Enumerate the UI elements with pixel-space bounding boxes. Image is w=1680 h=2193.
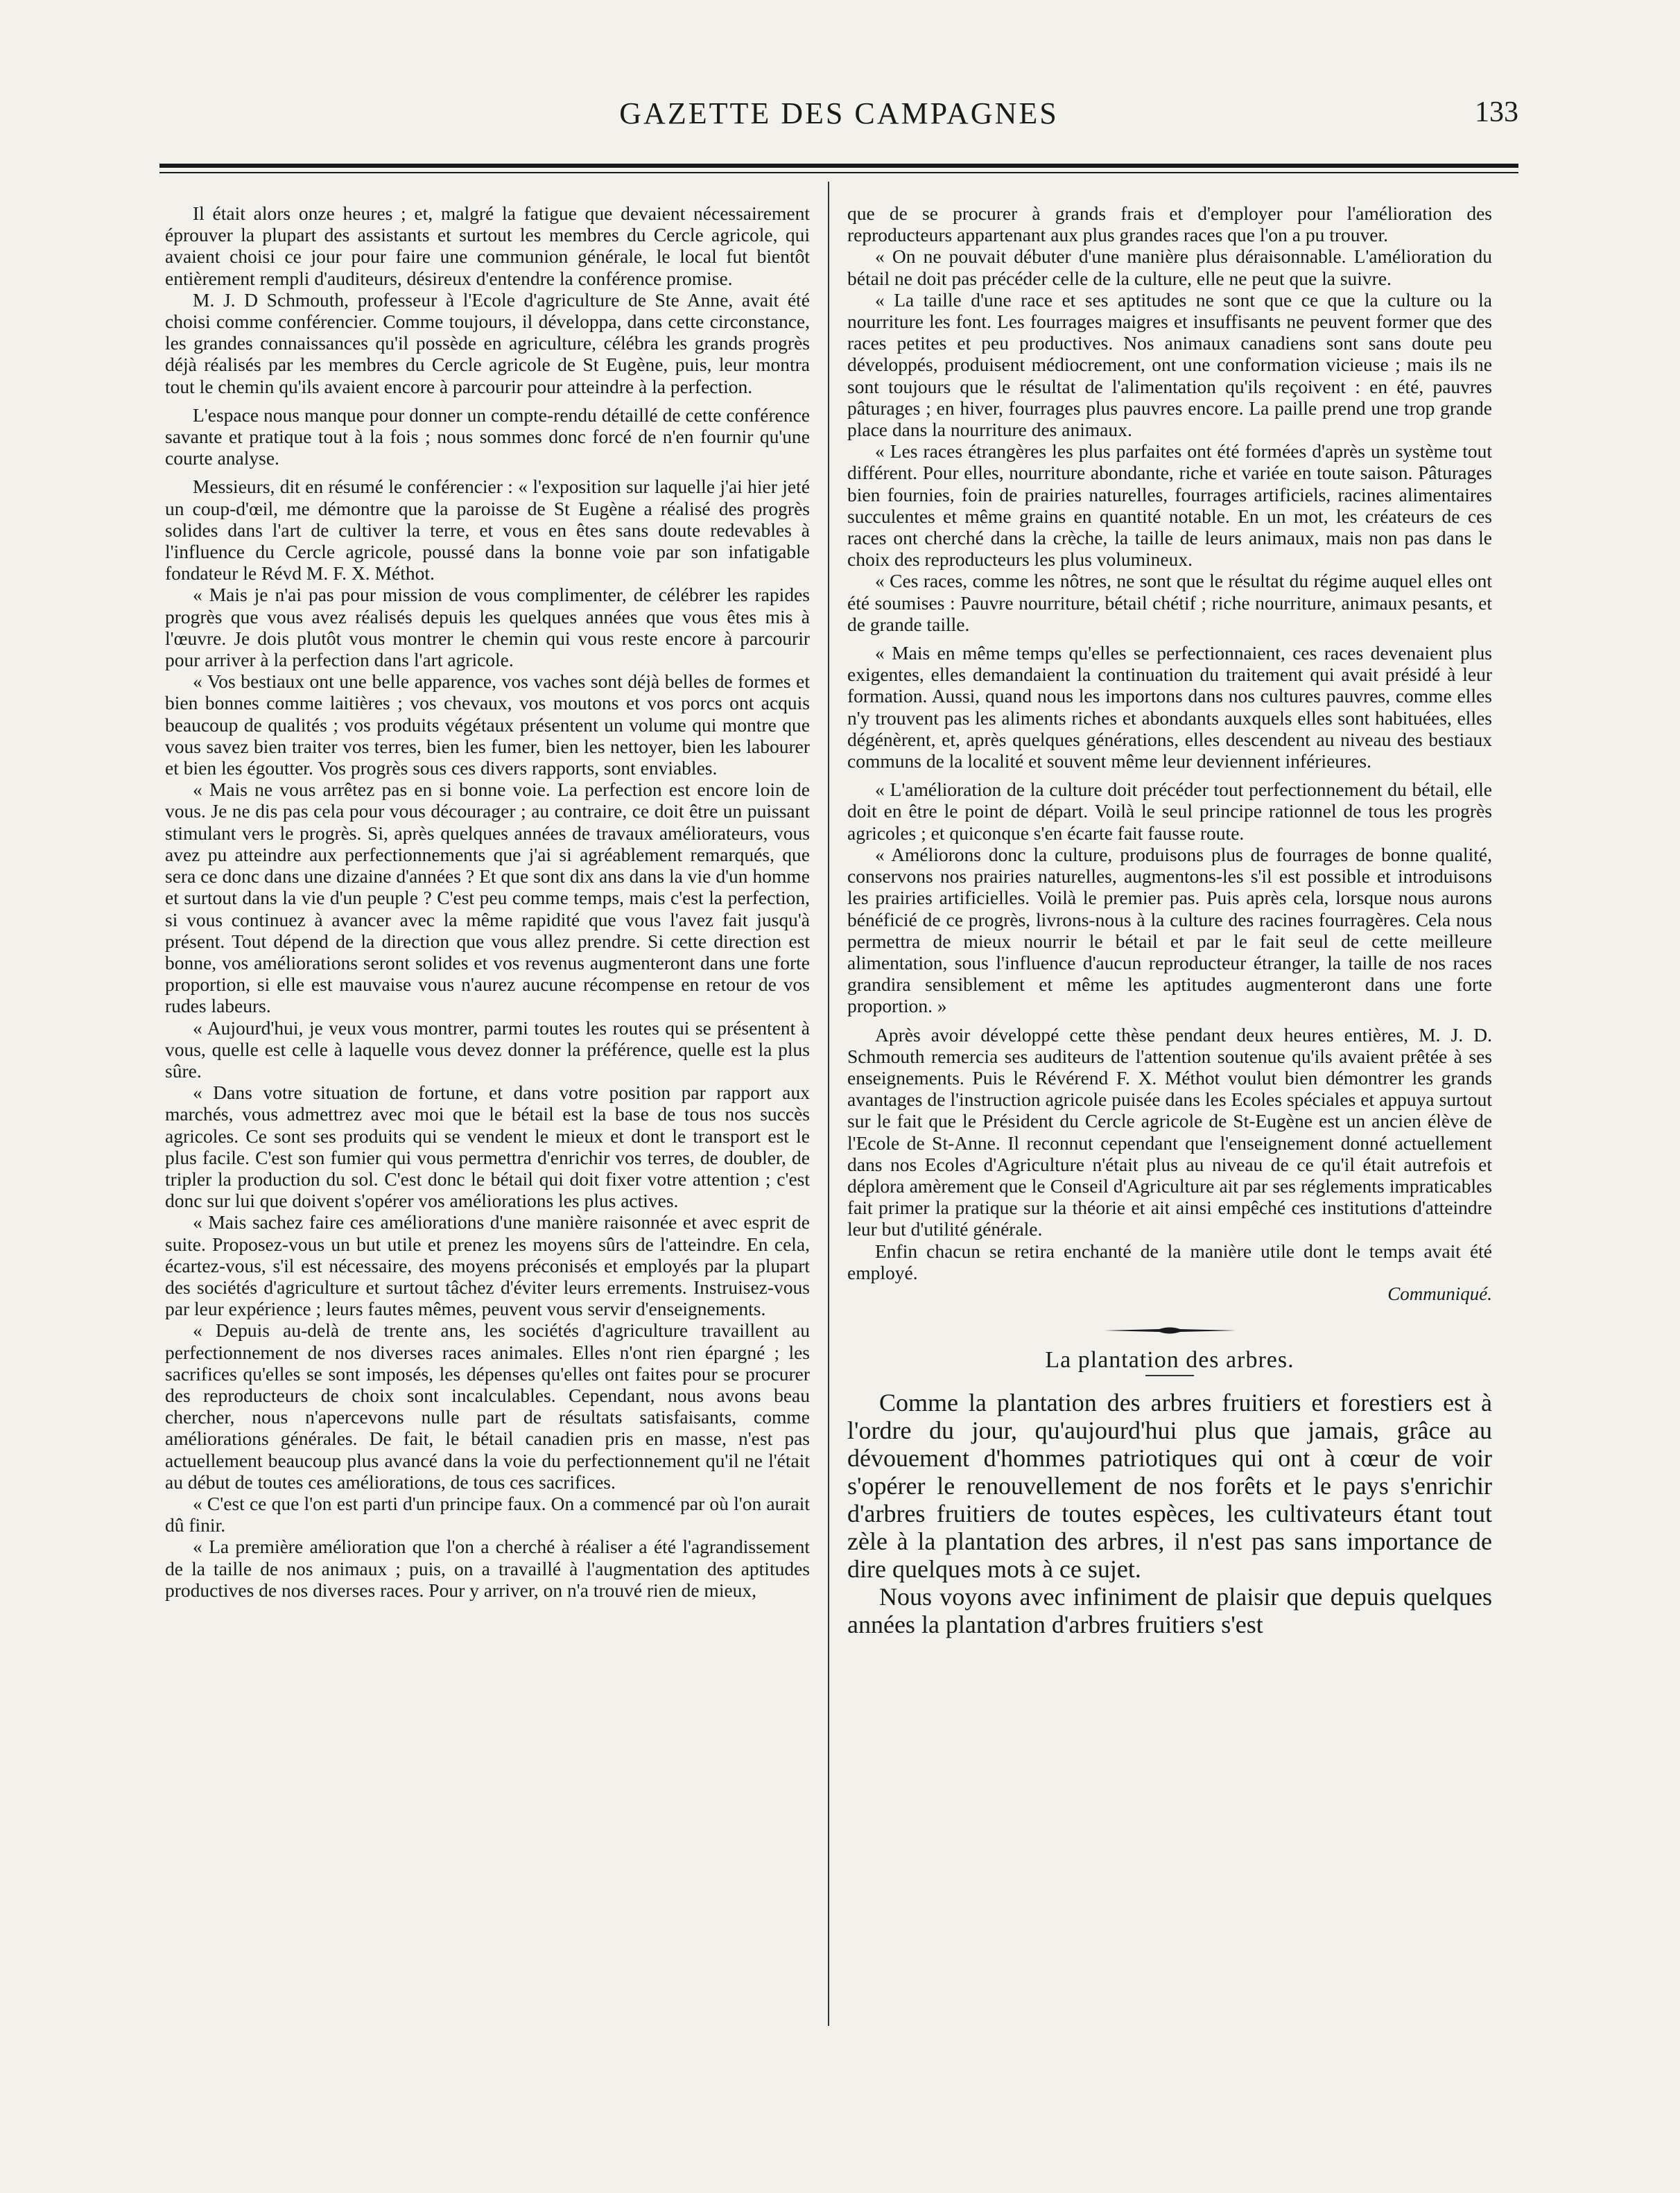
- page-number: 133: [1475, 96, 1518, 128]
- paragraph: « Améliorons donc la culture, produisons plus de fourrages de bonne qualité, conservons nos prairies naturelles, augmentons-les s'il est possible et introduisons les prairies artificielles. Voilà le premier pas. Puis après cela, lorsque nous aurons bénéficié de ce progrès, livrons-nous à la culture des racines fourragères. Cela nous permettra de mieux nourrir le bétail et par le fait seul de cette meilleure alimentation, sous l'influence d'aucun reproducteur étranger, la taille de nos races grandira sensiblement et même les aptitudes augmenteront dans une forte proportion. »: [847, 843, 1492, 1017]
- paragraph: L'espace nous manque pour donner un compte-rendu détaillé de cette conférence savante et pratique tout à la fois ; nous sommes donc forcé de n'en fournir qu'une courte analyse.: [165, 404, 810, 469]
- paragraph: « Aujourd'hui, je veux vous montrer, parmi toutes les routes qui se présentent à vous, quelle est celle à laquelle vous devez donner la préférence, quelle est la plus sûre.: [165, 1016, 810, 1082]
- section-body: [847, 1389, 1492, 1638]
- column-divider: [828, 182, 829, 2026]
- paragraph: Il était alors onze heures ; et, malgré la fatigue que devaient nécessairement éprouver la plupart des assistants et surtout les membres du Cercle agricole, qui avaient choisi ce jour pour faire une communion générale, le local fut bientôt entièrement rempli d'auditeurs, désireux d'entendre la conférence promise.: [165, 202, 810, 289]
- paragraph: « Dans votre situation de fortune, et dans votre position par rapport aux marchés, vous admettrez avec moi que le bétail est la base de tous nos succès agricoles. Ce sont ses produits qui se vendent le mieux et dont le transport est le plus facile. C'est son fumier qui vous permettra d'enrichir vos terres, de doubler, de tripler la production du sol. C'est donc le bétail qui doit fixer votre attention ; c'est donc sur lui que doivent s'opérer vos améliorations les plus actives.: [165, 1082, 810, 1212]
- paragraph: « On ne pouvait débuter d'une manière plus déraisonnable. L'amélioration du bétail ne doit pas précéder celle de la culture, elle ne peut que la suivre.: [847, 245, 1492, 289]
- newspaper-title: GAZETTE DES CAMPAGNES: [619, 96, 1059, 130]
- paragraph: « C'est ce que l'on est parti d'un principe faux. On a commencé par où l'on aurait dû finir.: [165, 1492, 810, 1536]
- paragraph: « Ces races, comme les nôtres, ne sont que le résultat du régime auquel elles ont été soumises : Pauvre nourriture, bétail chétif ; riche nourriture, animaux pesants, et de grande taille.: [847, 570, 1492, 635]
- paragraph: « Mais sachez faire ces améliorations d'une manière raisonnée et avec esprit de suite. Proposez-vous un but utile et prenez les moyens sûrs de l'atteindre. En cela, écartez-vous, s'il est nécessaire, des moyens préconisés et employés par la plupart des sociétés d'agriculture et surtout tâchez d'éviter leurs errements. Instruisez-vous par leur expérience ; leurs fautes mêmes, peuvent vous servir d'enseignements.: [165, 1211, 810, 1320]
- page-header: [159, 96, 1518, 137]
- paragraph: « Mais en même temps qu'elles se perfectionnaient, ces races devenaient plus exigentes, elles demandaient la continuation du traitement qui avait présidé à leur formation. Aussi, quand nous les importons dans nos cultures pauvres, comme elles n'y trouvent pas les aliments riches et abondants auxquels elles sont habituées, elles dégénèrent, et, après quelques générations, elles descendent au niveau des bestiaux communs de la localité et souvent même leur deviennent inférieures.: [847, 642, 1492, 772]
- paragraph: Comme la plantation des arbres fruitiers et forestiers est à l'ordre du jour, qu'aujourd'hui plus que jamais, grâce au dévouement d'hommes patriotiques qui ont à cœur de voir s'opérer le renouvellement de nos forêts et le pays s'enrichir d'arbres fruitiers de toutes espèces, les cultivateurs étant tout zèle à la plantation des arbres, il n'est pas sans importance de dire quelques mots à ce sujet.: [847, 1389, 1492, 1584]
- paragraph: Messieurs, dit en résumé le conférencier : « l'exposition sur laquelle j'ai hier jeté un coup-d'œil, me démontre que la paroisse de St Eugène a réalisé des progrès solides dans l'art de cultiver la terre, et vous en êtes sans doute redevables à l'influence du Cercle agricole, poussé dans la bonne voie par son infatigable fondateur le Révd M. F. X. Méthot.: [165, 476, 810, 584]
- paragraph: que de se procurer à grands frais et d'employer pour l'amélioration des reproducteurs appartenant aux plus grandes races que l'on a pu trouver.: [847, 202, 1492, 246]
- ornament-divider-icon: [1104, 1326, 1236, 1335]
- section-title: La plantation des arbres.: [1045, 1347, 1294, 1373]
- paragraph: « La première amélioration que l'on a cherché à réaliser a été l'agrandissement de la taille de nos animaux ; puis, on a travaillé à l'augmentation des aptitudes productives de nos diverses races. Pour y arriver, on n'a trouvé rien de mieux,: [165, 1536, 810, 1601]
- paragraph: « Depuis au-delà de trente ans, les sociétés d'agriculture travaillent au perfectionnement de nos diverses races animales. Elles n'ont rien épargné ; les sacrifices qu'elles se sont imposés, les dépenses qu'elles ont faites pour se procurer des reproducteurs de choix sont incalculables. Cependant, nous avons beau chercher, nous n'apercevons nulle part de résultats satisfaisants, comme améliorations générales. De fait, le bétail canadien pris en masse, n'est pas actuellement beaucoup plus avancé dans la voie du perfectionnement qu'il ne l'était au début de toutes ces améliorations, de tous ces sacrifices.: [165, 1319, 810, 1493]
- paragraph: « Mais ne vous arrêtez pas en si bonne voie. La perfection est encore loin de vous. Je ne dis pas cela pour vous décourager ; au contraire, ce doit être un puissant stimulant vers le progrès. Si, après quelques années de travaux améliorateurs, vous avez pu atteindre aux perfectionnements que j'ai si agréablement remarqués, que sera ce donc dans une dizaine d'années ? Et que sont dix ans dans la vie d'un homme et surtout dans la vie d'un peuple ? C'est peu comme temps, mais c'est la perfection, si vous continuez à avancer avec la même rapidité que vous l'avez fait jusqu'à présent. Tout dépend de la direction que vous allez prendre. Si cette direction est bonne, vos améliorations seront solides et vos revenus augmenteront dans une forte proportion, si elle est mauvaise vous n'aurez aucune récompense en retour de vos rudes labeurs.: [165, 779, 810, 1017]
- paragraph: « La taille d'une race et ses aptitudes ne sont que ce que la culture ou la nourriture les font. Les fourrages maigres et insuffisants ne peuvent former que des races petites et peu productives. Nos animaux canadiens sont sans doute peu développés, produisent médiocrement, ont une conformation vicieuse ; mais ils ne sont toujours que le résultat de l'alimentation qu'ils reçoivent : en été, pauvres pâturages ; en hiver, fourrages plus pauvres encore. La paille prend une trop grande place dans la nourriture des animaux.: [847, 288, 1492, 441]
- signature: Communiqué.: [1387, 1283, 1492, 1304]
- left-column: [165, 202, 810, 1601]
- paragraph: M. J. D Schmouth, professeur à l'Ecole d'agriculture de Ste Anne, avait été choisi comme conférencier. Comme toujours, il développa, dans cette circonstance, les grandes connaissances qu'il possède en agriculture, célébra les grands progrès déjà réalisés par les membres du Cercle agricole de St Eugène, puis, leur montra tout le chemin qu'ils avaient encore à parcourir pour atteindre à la perfection.: [165, 288, 810, 397]
- paragraph: « Vos bestiaux ont une belle apparence, vos vaches sont déjà belles de formes et bien bonnes comme laitières ; vos chevaux, vos moutons et vos porcs ont acquis beaucoup de qualités ; vos produits végétaux présentent un volume qui montre que vous savez bien traiter vos terres, bien les fumer, bien les nettoyer, bien les labourer et bien les égoutter. Vos progrès sous ces divers rapports, sont enviables.: [165, 670, 810, 779]
- paragraph: « Mais je n'ai pas pour mission de vous complimenter, de célébrer les rapides progrès que vous avez réalisés depuis les quelques années que vous êtes mis à l'œuvre. Je dois plutôt vous montrer le chemin qui vous reste encore à parcourir pour arriver à la perfection dans l'art agricole.: [165, 584, 810, 671]
- paragraph: Enfin chacun se retira enchanté de la manière utile dont le temps avait été employé.: [847, 1240, 1492, 1283]
- header-rule-thin: [159, 172, 1518, 173]
- paragraph: « Les races étrangères les plus parfaites ont été formées d'après un système tout différent. Pour elles, nourriture abondante, riche et variée en toute saison. Pâturages bien fournies, foin de prairies naturelles, fourrages artificiels, racines alimentaires succulentes et même grains en quantité notable. En un mot, les créateurs de ces races ont cherché dans la crèche, la taille de leurs animaux, mais non pas dans le choix des reproducteurs les plus volumineux.: [847, 440, 1492, 571]
- right-column: [847, 202, 1492, 1638]
- paragraph: Après avoir développé cette thèse pendant deux heures entières, M. J. D. Schmouth remercia ses auditeurs de l'attention soutenue qu'ils avaient prêtée à ses enseignements. Puis le Révérend F. X. Méthot voulut bien démontrer les grands avantages de l'instruction agricole puisée dans les Ecoles spéciales et appuya surtout sur le fait que le Président du Cercle agricole de St-Eugène est un ancien élève de l'Ecole de St-Anne. Il reconnut cependant que l'enseignement donné actuellement dans nos Ecoles d'Agriculture n'était plus au niveau de ce qu'il était autrefois et déplora amèrement que le Conseil d'Agriculture ait par ses réglements impraticables fait primer la pratique sur la théorie et ait ainsi empêché ces institutions d'atteindre leur but d'utilité générale.: [847, 1023, 1492, 1240]
- paragraph: « L'amélioration de la culture doit précéder tout perfectionnement du bétail, elle doit en être le point de départ. Voilà le seul principe rationnel de tous les progrès agricoles ; et quiconque s'en écarte fait fausse route.: [847, 779, 1492, 844]
- title-rule: [1145, 1375, 1194, 1376]
- header-rule-thick: [159, 164, 1518, 168]
- paragraph: Nous voyons avec infiniment de plaisir que depuis quelques années la plantation d'arbres fruitiers s'est: [847, 1583, 1492, 1639]
